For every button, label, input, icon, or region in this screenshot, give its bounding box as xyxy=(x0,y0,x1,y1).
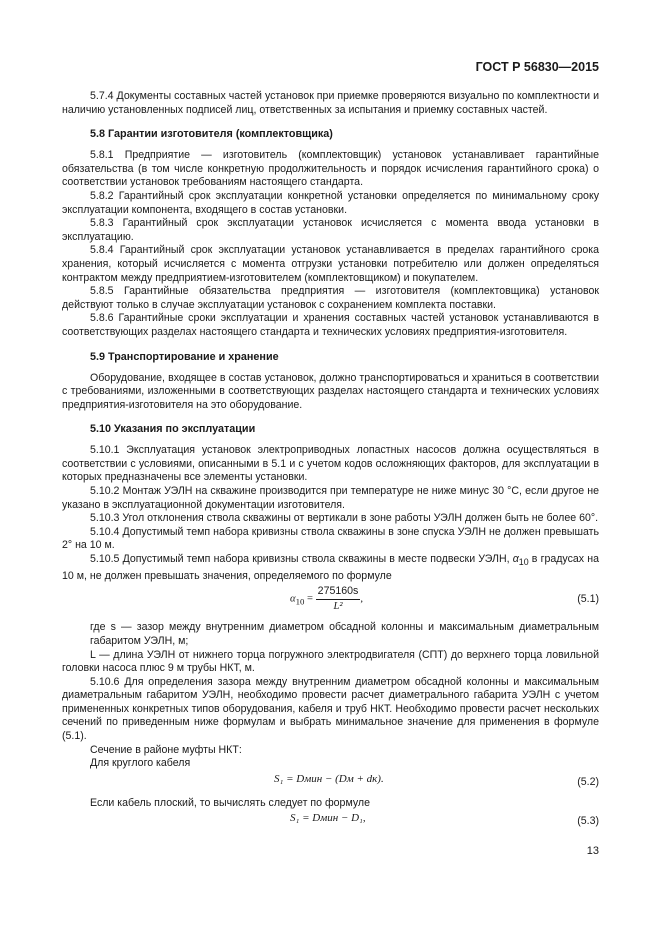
paragraph-5-8-5: 5.8.5 Гарантийные обязательства предприятия — изготовителя (комплектовщика) установок действуют только в случае эксплуатации установок с сохранением комплекта поставки. xyxy=(62,285,599,311)
alpha-subscript: 10 xyxy=(518,557,529,568)
p5105-text-b: в градусах на 10 м, не должен превышать значения, определяемого по формуле xyxy=(62,553,599,582)
paragraph-5-8-2: 5.8.2 Гарантийный срок эксплуатации конкретной установки определяется по минимальному сроку эксплуатации компонента, входящего в состав установки. xyxy=(62,189,599,216)
formula-5-2-expression: S₁ = Dмин − (Dм + dк). xyxy=(274,772,384,785)
page-number: 13 xyxy=(586,845,599,857)
paragraph-5-10-2: 5.10.2 Монтаж УЭЛН на скважине производится при температуре не ниже минус 30 °С, если другое не указано в эксплуатационной документации изготовителя. xyxy=(62,485,599,511)
doc-header: ГОСТ Р 56830—2015 xyxy=(475,60,599,74)
formula-5-1-denominator: L² xyxy=(333,600,343,612)
formula-5-2-number: (5.2) xyxy=(577,775,599,788)
flat-cable-label: Если кабель плоский, то вычислять следует по формуле xyxy=(90,796,370,809)
round-cable-label: Для круглого кабеля xyxy=(90,757,191,770)
section-heading-5-10: 5.10 Указания по эксплуатации xyxy=(90,423,256,436)
document-body xyxy=(62,90,599,836)
where-L-definition: L — длина УЭЛН от нижнего торца погружного электродвигателя (СПТ) до верхнего торца ловильной головки насоса плюс 9 м трубы НКТ, м. xyxy=(62,648,599,675)
formula-5-2 xyxy=(62,773,599,793)
paragraph-5-8-6: 5.8.6 Гарантийные сроки эксплуатации и хранения составных частей установок устанавливаются в соответствующих разделах настоящего стандарта и технических условиях предприятия-изготовителя. xyxy=(62,312,599,338)
paragraph-5-10-3: 5.10.3 Угол отклонения ствола скважины от вертикали в зоне работы УЭЛН должен быть не более 60°. xyxy=(90,512,599,525)
paragraph-5-8-1: 5.8.1 Предприятие — изготовитель (комплектовщик) установок устанавливает гарантийные обязательства (в том числе конкретную продолжительность и порядок исчисления гарантийного срока) о соответствии установок требованиям настоящего стандарта. xyxy=(62,149,599,189)
paragraph-5-7-4: 5.7.4 Документы составных частей установок при приемке проверяются визуально по комплектности и наличию установленных подписей лиц, ответственных за испытания и приемку составных частей. xyxy=(62,90,599,116)
paragraph-5-10-6: 5.10.6 Для определения зазора между внутренним диаметром обсадной колонны и максимальным диаметральным габаритом УЭЛН, необходимо провести расчет диаметрального габарита УЭЛН с учетом примененных конкретных типов оборудования, кабеля и труб НКТ. Необходимо провести расчет нескольких сечений по приведенным ниже формулам и выбрать минимальное значение для применения в формуле (5.1). xyxy=(62,675,599,743)
formula-5-1-numerator: 275160s xyxy=(316,585,361,600)
formula-5-3-number: (5.3) xyxy=(577,815,599,828)
section-coupling-label: Сечение в районе муфты НКТ: xyxy=(90,743,242,756)
paragraph-5-10-4: 5.10.4 Допустимый темп набора кривизны ствола скважины в зоне спуска УЭЛН не должен превышать 2° на 10 м. xyxy=(62,525,599,552)
formula-5-3 xyxy=(62,812,599,832)
formula-5-1-fraction xyxy=(316,585,361,613)
paragraph-5-10-1: 5.10.1 Эксплуатация установок электроприводных лопастных насосов должна осуществляться в соответствии с условиями, описанными в 5.1 и с учетом кодов осложняющих факторов, для эксплуатации в которых предназначены все элементы установки. xyxy=(62,444,599,484)
formula-5-1-number: (5.1) xyxy=(577,593,599,606)
section-heading-5-8: 5.8 Гарантии изготовителя (комплектовщика) xyxy=(90,128,333,141)
where-s-definition: где s — зазор между внутренним диаметром обсадной колонны и максимальным диаметральным габаритом УЭЛН, м; xyxy=(90,621,599,647)
section-heading-5-9: 5.9 Транспортирование и хранение xyxy=(90,350,279,363)
paragraph-5-9: Оборудование, входящее в состав установок, должно транспортироваться и храниться в соответствии с требованиями, изложенными в соответствующих разделах настоящего стандарта и технических условиях предприятия-изготовителя на это оборудование. xyxy=(62,371,599,411)
formula-5-1: $\alpha_{10}$ = $\frac{275160s}{\text{L²}}$ , (5.1) xyxy=(290,585,599,612)
paragraph-5-10-5 xyxy=(62,553,599,583)
p5105-text-a: 5.10.5 Допустимый темп набора кривизны ствола скважины в месте подвески УЭЛН, xyxy=(90,553,510,566)
alpha-symbol: α xyxy=(512,553,519,566)
formula-5-1-lhs-sub: 10 xyxy=(295,596,305,607)
formula-5-1-lhs-sym: α xyxy=(290,593,296,605)
formula-5-3-expression: S₁ = Dмин − D₁, xyxy=(290,812,366,825)
paragraph-5-8-4: 5.8.4 Гарантийный срок эксплуатации установок устанавливается в пределах гарантийного срока хранения, который исчисляется с момента отгрузки установки потребителю или должен определяться контрактом между предприятием-изготовителем (комплектовщиком) и покупателем. xyxy=(62,244,599,284)
paragraph-5-8-3: 5.8.3 Гарантийный срок эксплуатации установок исчисляется с момента ввода установки в эксплуатацию. xyxy=(62,217,599,243)
